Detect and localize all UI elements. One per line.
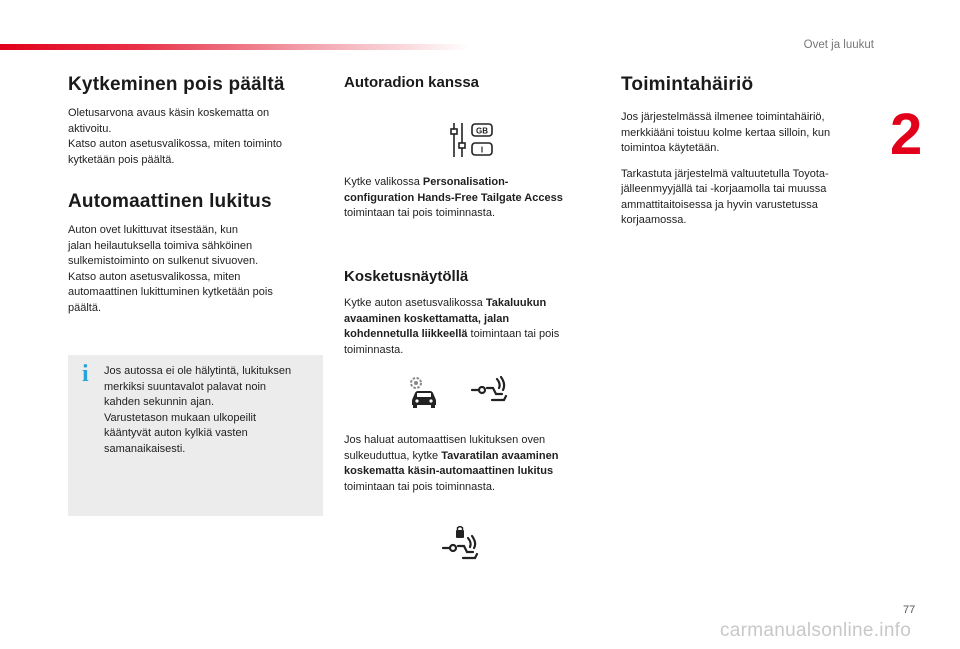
heading-auto-lock: Automaattinen lukitus	[68, 191, 272, 212]
heading-radio: Autoradion kanssa	[344, 74, 480, 91]
chapter-title: Ovet ja luukut	[803, 39, 874, 51]
info-text: Jos autossa ei ole hälytintä, lukituksen merkiksi suuntavalot palavat noin kahden sekunnin ajan. Varustetason mukaan ulkopeilit kääntyvät auton kylkiä vasten samanaikaisesti.	[104, 365, 292, 455]
kick-sensor-icon	[470, 374, 510, 411]
heading-touchscreen: Kosketusnäytöllä	[344, 268, 469, 285]
radio-icon-label-i: I	[480, 145, 484, 155]
text-radio: Kytke valikossa Personalisation- configuration Hands-Free Tailgate Access toimintaan tai pois toiminnasta.	[344, 176, 563, 219]
page-number: 77	[903, 604, 916, 616]
text-touchscreen: Kytke auton asetusvalikossa Takaluukun avaaminen koskettamatta, jalan kohdennetulla liikkeellä toimintaan tai pois toiminnasta.	[344, 297, 560, 356]
kick-lock-icon	[440, 526, 482, 567]
text-disable: Oletusarvona avaus käsin koskematta on aktivoitu. Katso auton asetusvalikossa, miten toiminto kytketään pois päältä.	[68, 107, 283, 166]
radio-settings-icon	[450, 121, 498, 164]
text-malfunction: Jos järjestelmässä ilmenee toimintahäiriö, merkkiääni toistuu kolme kertaa silloin, kun toimintoa käytetään.	[621, 111, 831, 154]
column-right	[621, 74, 866, 229]
text-inspection: Tarkastuta järjestelmä valtuutetulla Toyota- jälleenmyyjällä tai -korjaamolla tai muussa ammattitaitoisessa ja hyvin varustetussa korjaamossa.	[621, 167, 829, 226]
heading-malfunction: Toimintahäiriö	[621, 74, 754, 95]
info-box	[68, 355, 323, 516]
watermark: carmanualsonline.info	[720, 620, 912, 641]
info-icon: i	[82, 361, 89, 387]
header-accent-bar	[0, 44, 470, 50]
car-settings-icon	[406, 374, 442, 415]
column-middle	[344, 74, 594, 101]
chapter-number: 2	[890, 102, 923, 167]
heading-disable: Kytkeminen pois päältä	[68, 74, 285, 95]
column-left	[68, 74, 328, 316]
radio-icon-label-gb: GB	[476, 126, 488, 136]
text-auto-lock-setting: Jos haluat automaattisen lukituksen oven sulkeuduttua, kytke Tavaratilan avaaminen koskematta käsin-automaattinen lukitus toimintaan tai pois toiminnasta.	[344, 434, 559, 493]
text-auto-lock: Auton ovet lukittuvat itsestään, kun jalan heilautuksella toimiva sähköinen sulkemistoiminto on sulkenut sivuoven. Katso auton asetusvalikossa, miten automaattinen lukittuminen kytketään pois päältä.	[68, 224, 273, 314]
